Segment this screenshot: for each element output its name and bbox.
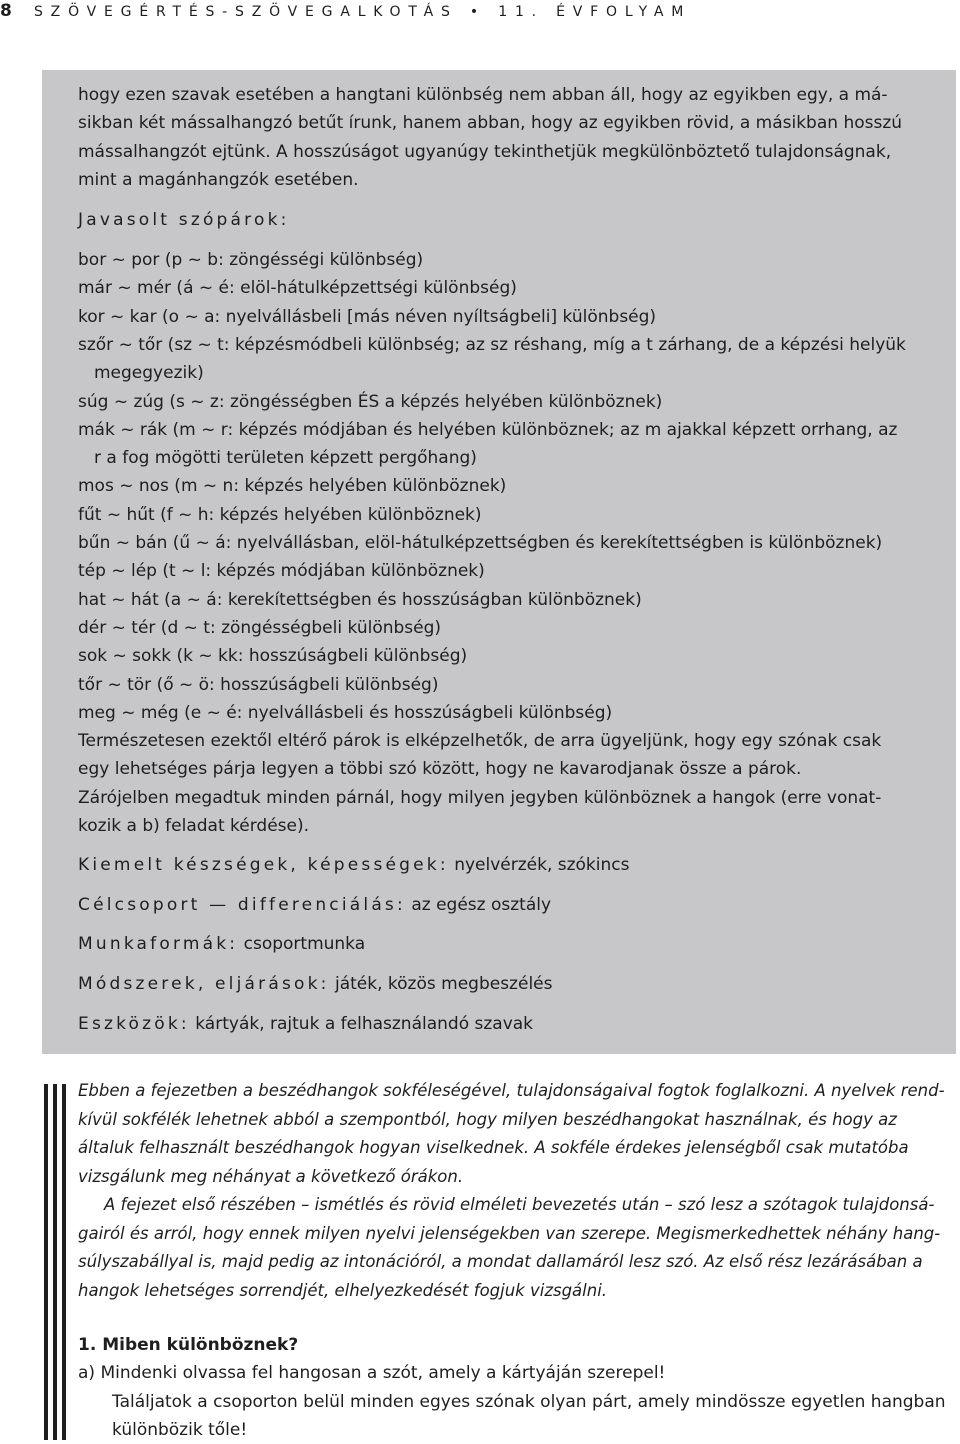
meta-label: Módszerek, eljárások:: [78, 974, 330, 994]
pairs-label: Javasolt szópárok:: [78, 210, 290, 230]
word-pair-line: r a fog mögötti területen képzett pergőhang): [94, 448, 477, 468]
word-pair-line: már ~ mér (á ~ é: elöl-hátulképzettségi különbség): [78, 278, 517, 298]
word-pair-line: mák ~ rák (m ~ r: képzés módjában és helyében különböznek; az m ajakkal képzett orrhang, az: [78, 420, 898, 440]
margin-bars: [44, 1084, 68, 1440]
word-pair-line: bűn ~ bán (ű ~ á: nyelvállásban, elöl-hátulképzettségben és kerekítettségben is különböznek): [78, 533, 883, 553]
closing-line: egy lehetséges párja legyen a többi szó között, hogy ne kavarodjanak össze a párok.: [78, 759, 802, 779]
meta-value: játék, közös megbeszélés: [335, 974, 553, 994]
intro-line: gairól és arról, hogy ennek milyen nyelvi jelenségekben van szerepe. Megismerkedhettek néhány hang-: [78, 1224, 941, 1243]
meta-label: Munkaformák:: [78, 934, 239, 954]
closing-line: Természetesen ezektől eltérő párok is elképzelhetők, de arra ügyeljünk, hogy egy szónak csak: [78, 731, 882, 751]
word-pair-line: sok ~ sokk (k ~ kk: hosszúságbeli különbség): [78, 646, 468, 666]
task-line: Találjatok a csoporton belül minden egyes szónak olyan párt, amely mindössze egyetlen hangban: [112, 1392, 946, 1412]
meta-value: nyelvérzék, szókincs: [454, 855, 630, 875]
word-pair-line: meg ~ még (e ~ é: nyelvállásbeli és hosszúságbeli különbség): [78, 703, 613, 723]
closing-line: kozik a b) feladat kérdése).: [78, 816, 310, 836]
page-header: [0, 0, 960, 24]
word-pair-line: kor ~ kar (o ~ a: nyelvállásbeli [más néven nyíltságbeli] különbség): [78, 307, 657, 327]
teacher-notes-box: [42, 70, 956, 1054]
meta-value: csoportmunka: [243, 934, 366, 954]
margin-bar: [44, 1084, 48, 1440]
intro-line: vizsgálunk meg néhányat a következő órákon.: [78, 1167, 464, 1186]
word-pair-line: tőr ~ tör (ő ~ ö: hosszúságbeli különbség): [78, 675, 439, 695]
intro-line: A fejezet első részében – ismétlés és rövid elméleti bevezetés után – szó lesz a szótagok tulajdonsá-: [104, 1195, 935, 1214]
meta-label: Célcsoport — differenciálás:: [78, 895, 406, 915]
task-line: a) Mindenki olvassa fel hangosan a szót, amely a kártyáján szerepel!: [78, 1363, 666, 1383]
word-pair-line: dér ~ tér (d ~ t: zöngésségbeli különbség): [78, 618, 442, 638]
word-pair-line: tép ~ lép (t ~ l: képzés módjában különböznek): [78, 561, 485, 581]
meta-tools: [78, 1013, 533, 1035]
paragraph-line: hogy ezen szavak esetében a hangtani különbség nem abban áll, hogy az egyikben egy, a má-: [78, 85, 888, 105]
word-pair-line: megegyezik): [94, 363, 204, 383]
meta-label: Kiemelt készségek, képességek:: [78, 855, 449, 875]
word-pair-line: súg ~ zúg (s ~ z: zöngésségben ÉS a képzés helyében különböznek): [78, 392, 663, 412]
task-line: különbözik tőle!: [112, 1420, 248, 1440]
meta-label: Eszközök:: [78, 1014, 190, 1034]
paragraph-line: mássalhangzót ejtünk. A hosszúságot ugyanúgy tekinthetjük megkülönböztető tulajdonságnak,: [78, 142, 892, 162]
word-pair-line: fűt ~ hűt (f ~ h: képzés helyében különböznek): [78, 505, 482, 525]
meta-value: kártyák, rajtuk a felhasználandó szavak: [195, 1014, 534, 1034]
margin-bar: [53, 1084, 57, 1440]
meta-methods: [78, 973, 552, 995]
meta-target-group: [78, 894, 551, 916]
margin-bar: [62, 1084, 66, 1440]
running-title: SZÖVEGÉRTÉS-SZÖVEGALKOTÁS • 11. ÉVFOLYAM: [34, 4, 692, 20]
intro-line: súlyszabállyal is, majd pedig az intonációról, a mondat dallamáról lesz szó. Az első rész lezárásában a: [78, 1252, 923, 1271]
meta-work-forms: [78, 933, 365, 955]
word-pair-line: szőr ~ tőr (sz ~ t: képzésmódbeli különbség; az sz réshang, míg a t zárhang, de a képzési helyük: [78, 335, 906, 355]
intro-line: Ebben a fejezetben a beszédhangok sokféleségével, tulajdonságaival fogtok foglalkozni. A nyelvek rend-: [78, 1081, 945, 1100]
intro-line: hangok lehetséges sorrendjét, elhelyezkedését fogjuk vizsgálni.: [78, 1281, 608, 1300]
meta-skills: [78, 854, 629, 876]
intro-line: kívül sokfélék lehetnek abból a szempontból, hogy milyen beszédhangokat használnak, és hogy az: [78, 1110, 897, 1129]
meta-value: az egész osztály: [411, 895, 552, 915]
paragraph-line: mint a magánhangzók esetében.: [78, 170, 359, 190]
page-number: 8: [0, 1, 12, 21]
intro-line: általuk felhasznált beszédhangok hogyan viselkednek. A sokféle érdekes jelenségből csak mutatóba: [78, 1138, 909, 1157]
word-pair-line: mos ~ nos (m ~ n: képzés helyében különböznek): [78, 476, 507, 496]
word-pair-line: hat ~ hát (a ~ á: kerekítettségben és hosszúságban különböznek): [78, 590, 642, 610]
word-pair-line: bor ~ por (p ~ b: zöngésségi különbség): [78, 250, 424, 270]
task-title: 1. Miben különböznek?: [78, 1335, 299, 1355]
paragraph-line: sikban két mássalhangzó betűt írunk, hanem abban, hogy az egyikben rövid, a másikban hosszú: [78, 113, 903, 133]
closing-line: Zárójelben megadtuk minden párnál, hogy milyen jegyben különböznek a hangok (erre vonat-: [78, 788, 882, 808]
